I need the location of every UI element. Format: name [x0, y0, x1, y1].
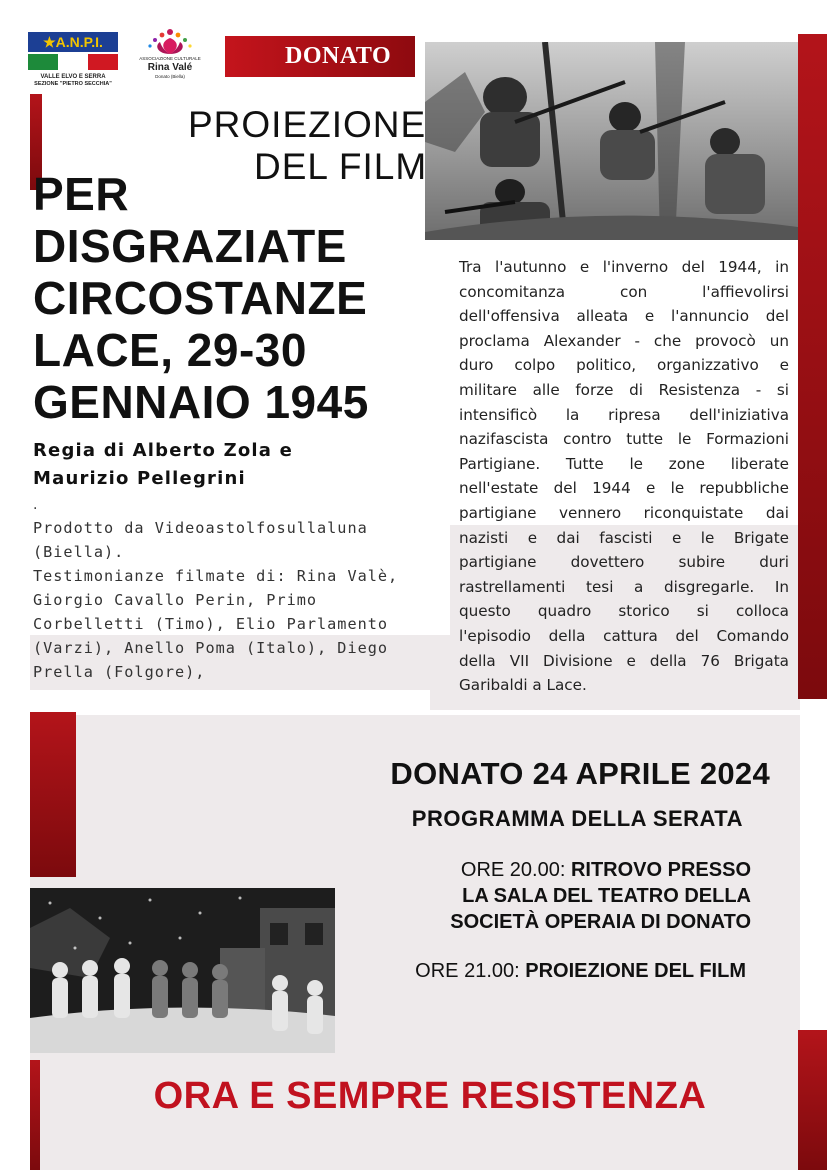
director-line2: Maurizio Pellegrini: [33, 468, 246, 489]
credits-line: Prodotto da Videoastolfosullaluna: [33, 519, 368, 537]
separator-dot: .: [33, 497, 38, 513]
red-bar-bottom-right: [798, 1030, 827, 1170]
partisans-photo: [425, 42, 798, 240]
program-item-2-text: PROIEZIONE DEL FILM: [525, 960, 746, 982]
history-line: Garibaldi a Lace.: [459, 676, 587, 695]
credits-line: Giorgio Cavallo Perin, Primo: [33, 591, 318, 609]
anpi-logo: [28, 32, 118, 88]
event-date: DONATO 24 APRILE 2024: [390, 756, 770, 791]
history-line: rastrellamenti tesi a disgregarle. In: [459, 577, 789, 596]
credits-line: Corbelletti (Timo), Elio Parlamento: [33, 615, 389, 633]
history-line: dell'offensiva alleata e l'annuncio del: [459, 307, 789, 326]
program-item-1-text-c: SOCIETÀ OPERAIA DI DONATO: [450, 911, 751, 933]
history-line: partigiane vennero riconquistate dai: [459, 503, 789, 522]
anpi-logo-name: ★A.N.P.I.: [28, 32, 118, 52]
history-paragraph: [459, 255, 789, 698]
lotus-icon: [134, 26, 206, 56]
history-line: nazifascista contro tutte le Formazioni: [459, 430, 789, 449]
snow-scene-photo: [30, 888, 335, 1053]
history-line: Tra l'autunno e l'inverno del 1944, in: [459, 258, 789, 276]
title-line-1: PER: [33, 168, 130, 220]
slogan: ORA E SEMPRE RESISTENZA: [153, 1075, 707, 1117]
history-line: intensificò la ripresa dell'iniziativa: [459, 405, 789, 424]
history-line: nell'estate del 1944 e le repubbliche: [459, 479, 789, 498]
director-line1: Regia di Alberto Zola e: [33, 440, 293, 461]
program-item-2-time: ORE 21.00:: [415, 960, 526, 982]
kicker-line1: PROIEZIONE: [188, 104, 427, 145]
title-line-3: CIRCOSTANZE: [33, 272, 368, 324]
credits-block: [33, 516, 433, 684]
rina-logo-name: Rina Valé: [147, 62, 193, 73]
snow-scene-art: [30, 888, 335, 1053]
program-item-1-time: ORE 20.00:: [460, 859, 571, 881]
rina-logo-small: ASSOCIAZIONE CULTURALE: [139, 56, 201, 61]
history-line: partigiane dovettero subire duri: [459, 553, 789, 572]
credits-line: Prella (Folgore),: [33, 663, 206, 681]
history-line: questo quadro storico si colloca: [459, 602, 789, 621]
rina-vale-logo: [134, 26, 206, 90]
credits-line: Testimonianze filmate di: Rina Valè,: [33, 567, 399, 585]
program-item-1-text-b: LA SALA DEL TEATRO DELLA: [462, 885, 751, 907]
rina-logo-place: Donato (Biella): [155, 74, 185, 79]
title-line-2: DISGRAZIATE: [33, 220, 347, 272]
credits-line: (Varzi), Anello Poma (Italo), Diego: [33, 639, 389, 657]
history-line: della VII Divisione e della 76 Brigata: [459, 651, 789, 670]
program-heading: PROGRAMMA DELLA SERATA: [411, 806, 743, 831]
history-line: duro colpo politico, organizzativo e: [459, 356, 789, 375]
title-line-4: LACE, 29-30: [33, 324, 307, 376]
red-bar-left-middle: [30, 712, 76, 877]
history-line: Partigiane. Tutte le zone liberate: [459, 454, 789, 473]
kicker-line2: DEL FILM: [254, 146, 428, 187]
anpi-logo-line2: SEZIONE "PIETRO SECCHIA": [34, 81, 112, 87]
anpi-flag: [28, 54, 118, 70]
program-item-1: [330, 857, 751, 935]
anpi-logo-line1: VALLE ELVO E SERRA: [40, 74, 106, 80]
partisans-photo-art: [425, 42, 798, 240]
film-title: [33, 168, 433, 428]
town-banner-label: DONATO: [285, 43, 392, 69]
history-line: proclama Alexander - che provocò un: [459, 331, 789, 350]
program-item-1-text-a: RITROVO PRESSO: [570, 859, 751, 881]
history-line: militare alle forze di Resistenza - si: [459, 380, 789, 399]
history-line: concomitanza con l'affievolirsi: [459, 282, 789, 301]
history-line: nazisti e dai fascisti e le Brigate: [459, 528, 789, 547]
red-bar-right-top: [798, 34, 827, 699]
credits-line: (Biella).: [33, 543, 125, 561]
program-item-2: [330, 958, 746, 984]
red-bar-bottom-left: [30, 1060, 40, 1170]
title-line-5: GENNAIO 1945: [33, 376, 369, 428]
history-line: l'episodio della cattura del Comando: [459, 626, 789, 645]
